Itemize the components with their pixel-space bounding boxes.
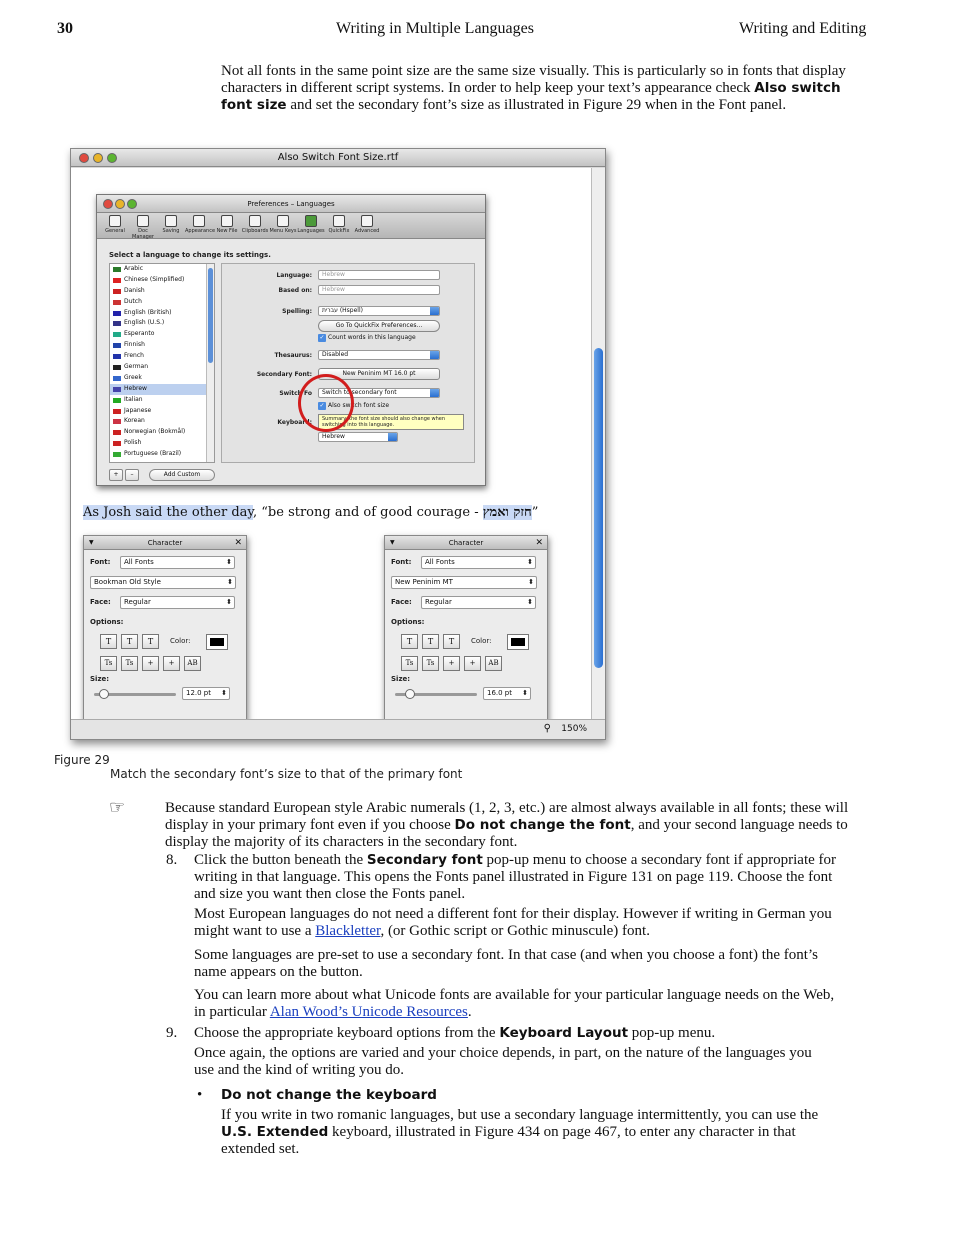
thesaurus-popup[interactable]: Disabled xyxy=(318,350,440,360)
color-well[interactable] xyxy=(507,634,529,650)
step-8-bold: Secondary font xyxy=(366,852,483,868)
face-field[interactable]: Regular ⬍ xyxy=(421,596,536,609)
secondary-font-label: Secondary Font: xyxy=(256,371,312,378)
list-item[interactable] xyxy=(110,351,214,362)
close-icon[interactable]: ✕ xyxy=(535,538,543,548)
language-name: Esperanto xyxy=(124,330,155,338)
toolbar-item-clipboards[interactable] xyxy=(241,213,269,239)
language-list-scroll-thumb[interactable] xyxy=(208,268,213,363)
toolbar-item-label: Appearance xyxy=(185,228,216,234)
collapse-triangle-icon[interactable]: ▼ xyxy=(89,539,94,546)
add-custom-button[interactable]: Add Custom xyxy=(149,469,215,481)
prefs-toolbar xyxy=(97,213,485,239)
list-item[interactable] xyxy=(110,329,214,340)
language-name: Finnish xyxy=(124,341,145,349)
character-panel xyxy=(83,535,247,727)
document-scrollbar[interactable] xyxy=(591,168,605,720)
document-area[interactable] xyxy=(71,168,592,720)
tooltip: Summary: the font size should also change when switching into this language. xyxy=(318,414,464,430)
based-on-label: Based on: xyxy=(278,287,312,294)
prefs-title: Preferences – Languages xyxy=(247,200,335,208)
select-language-label: Select a language to change its settings. xyxy=(109,251,271,259)
intro-text-2: and set the secondary font’s size as illustrated in Figure 29 when in the Font panel. xyxy=(286,97,787,113)
flag-icon xyxy=(113,332,121,337)
prefs-zoom-icon[interactable] xyxy=(127,199,137,209)
step-8-p2-text-2: , (or Gothic script or Gothic minuscule) font. xyxy=(380,923,650,939)
toolbar-item-advanced[interactable] xyxy=(353,213,381,239)
character-panel xyxy=(384,535,548,727)
flag-icon xyxy=(113,311,121,316)
toolbar-item-label: QuickFix xyxy=(328,228,350,234)
list-item[interactable] xyxy=(110,340,214,351)
style-button[interactable]: Ts xyxy=(401,656,418,671)
list-item[interactable] xyxy=(110,286,214,297)
window-title: Also Switch Font Size.rtf xyxy=(277,152,399,163)
flag-icon xyxy=(113,398,121,403)
style-button[interactable]: T xyxy=(443,634,460,649)
style-button[interactable]: + xyxy=(464,656,481,671)
toolbar-item-label: Saving xyxy=(162,228,180,234)
language-name: Hebrew xyxy=(124,384,147,392)
language-settings-box xyxy=(221,263,475,463)
color-label: Color: xyxy=(471,637,492,645)
list-item[interactable] xyxy=(110,416,214,427)
font-label: Font: xyxy=(391,558,412,566)
step-8-paragraph-3: Some languages are pre-set to use a secondary font. In that case (and when you choose a font) the font’s name appears on the button. xyxy=(194,947,818,980)
red-circle-annotation xyxy=(298,374,354,432)
note-paragraph xyxy=(165,800,855,851)
language-field[interactable]: Hebrew xyxy=(318,270,440,280)
language-name: French xyxy=(124,352,144,360)
also-switch-font-size-checkbox[interactable]: ✓ Also switch font size xyxy=(318,402,389,410)
character-panel-title: Character xyxy=(147,539,183,547)
toolbar-item-appearance[interactable] xyxy=(185,213,216,239)
flag-icon xyxy=(113,419,121,424)
language-name: Polish xyxy=(124,439,142,447)
sample-text-line xyxy=(83,502,565,524)
language-name: Arabic xyxy=(124,265,144,272)
list-item[interactable] xyxy=(110,308,214,319)
window-titlebar xyxy=(71,149,605,167)
toolbar-saving-icon xyxy=(165,215,177,227)
list-item[interactable] xyxy=(110,395,214,406)
style-button[interactable]: + xyxy=(163,656,180,671)
sample-highlight: As Josh said the other day xyxy=(83,505,254,520)
list-item[interactable] xyxy=(110,264,214,275)
zoom-icon[interactable] xyxy=(107,153,117,163)
toolbar-clipboards-icon xyxy=(249,215,261,227)
toolbar-item-label: New File xyxy=(216,228,238,234)
zoom-level[interactable]: 150% xyxy=(561,724,587,734)
flag-icon xyxy=(113,409,121,414)
language-name: Danish xyxy=(124,286,145,294)
toolbar-languages-icon xyxy=(305,215,317,227)
style-button[interactable]: T xyxy=(401,634,418,649)
prefs-titlebar xyxy=(97,195,485,213)
bullet-text-2: keyboard, illustrated in Figure 434 on page 467, to enter any character in that extended set. xyxy=(221,1124,796,1157)
options-label: Options: xyxy=(391,618,425,626)
document-scroll-thumb[interactable] xyxy=(594,348,603,668)
style-button[interactable]: Ts xyxy=(422,656,439,671)
count-words-checkbox[interactable]: ✓ Count words in this language xyxy=(318,334,416,342)
language-list-scrollbar[interactable] xyxy=(206,264,214,462)
style-button[interactable]: T xyxy=(422,634,439,649)
language-name: Korean xyxy=(124,417,145,425)
style-button[interactable]: Ts xyxy=(100,656,117,671)
page-number: 30 xyxy=(57,20,73,37)
list-item[interactable] xyxy=(110,449,214,460)
style-button[interactable]: AB xyxy=(485,656,502,671)
color-label: Color: xyxy=(170,637,191,645)
face-label: Face: xyxy=(90,598,111,606)
font-label: Font: xyxy=(90,558,111,566)
list-item[interactable] xyxy=(110,297,214,308)
step-8-number: 8. xyxy=(166,852,178,868)
note-text-2: , and your second language needs to display the majority of its characters in the secondary font. xyxy=(165,817,848,850)
thesaurus-label: Thesaurus: xyxy=(274,352,312,359)
toolbar-item-saving[interactable] xyxy=(157,213,185,239)
color-well[interactable] xyxy=(206,634,228,650)
flag-icon xyxy=(113,354,121,359)
style-button[interactable]: + xyxy=(443,656,460,671)
toolbar-general-icon xyxy=(109,215,121,227)
toolbar-doc-manager-icon xyxy=(137,215,149,227)
list-item[interactable] xyxy=(110,373,214,384)
figure-screenshot xyxy=(70,148,606,740)
sample-hebrew: חזק ואמץ xyxy=(482,505,532,520)
toolbar-item-label: General xyxy=(105,228,125,234)
toolbar-quickfix-icon xyxy=(333,215,345,227)
flag-icon xyxy=(113,278,121,283)
keyboard-label: Keyboard: xyxy=(277,419,312,426)
spelling-label: Spelling: xyxy=(282,308,312,315)
note-bold: Do not change the font xyxy=(454,817,631,833)
language-label: Language: xyxy=(276,272,312,279)
flag-icon xyxy=(113,376,121,381)
character-panel-titlebar xyxy=(385,536,547,550)
flag-icon xyxy=(113,267,121,272)
step-9-number: 9. xyxy=(166,1025,178,1041)
chapter-title: Writing in Multiple Languages xyxy=(336,20,534,37)
style-button[interactable]: + xyxy=(142,656,159,671)
font-collection-popup[interactable]: All Fonts ⬍ xyxy=(120,556,235,569)
figure-label: Figure 29 xyxy=(54,753,110,767)
sample-end: ” xyxy=(531,505,539,520)
step-9-text-1: Choose the appropriate keyboard options from the xyxy=(194,1025,500,1041)
step-8-text-2: pop-up menu to choose a secondary font if appropriate for writing in that language. This opens the Fonts panel illustrated in Figure 131 on page 119. Choose the font and size you want then close the Fonts panel. xyxy=(194,852,837,902)
step-9-bold: Keyboard Layout xyxy=(499,1025,629,1041)
toolbar-item-general[interactable] xyxy=(101,213,129,239)
list-item[interactable] xyxy=(110,318,214,329)
switch-font-popup[interactable]: Switch to secondary font xyxy=(318,388,440,398)
toolbar-item-languages[interactable] xyxy=(297,213,325,239)
toolbar-item-label: Clipboards xyxy=(241,228,269,234)
flag-icon xyxy=(113,452,121,457)
toolbar-item-label: Languages xyxy=(297,228,325,234)
flag-icon xyxy=(113,321,121,326)
bullet-bold: U.S. Extended xyxy=(221,1124,329,1140)
toolbar-appearance-icon xyxy=(193,215,205,227)
language-name: Japanese xyxy=(124,406,152,414)
intro-paragraph xyxy=(221,63,861,114)
step-9-text xyxy=(194,1025,844,1042)
flag-icon xyxy=(113,300,121,305)
flag-icon xyxy=(113,430,121,435)
step-8-paragraph-2 xyxy=(194,906,844,940)
language-name: German xyxy=(124,363,149,371)
toolbar-item-menu-keys[interactable] xyxy=(269,213,297,239)
magnifier-icon[interactable]: ⚲ xyxy=(543,723,551,734)
note-text-1: Because standard European style Arabic numerals (1, 2, 3, etc.) are almost always available in all fonts; these will display in your primary font even if you choose xyxy=(165,800,849,833)
toolbar-item-label: Menu Keys xyxy=(269,228,297,234)
toolbar-menu-keys-icon xyxy=(277,215,289,227)
language-name: Dutch xyxy=(124,297,142,305)
size-slider-knob[interactable] xyxy=(99,689,109,699)
step-8-p4-text-1: You can learn more about what Unicode fonts are available for your particular language needs on the Web, in particular xyxy=(194,987,835,1020)
character-panel-title: Character xyxy=(448,539,484,547)
list-item[interactable] xyxy=(110,406,214,417)
language-name: Norwegian (Bokmål) xyxy=(124,428,186,436)
step-9-text-2: pop-up menu. xyxy=(628,1025,716,1041)
close-icon[interactable] xyxy=(79,153,89,163)
font-family-field[interactable]: New Peninim MT ⬍ xyxy=(391,576,537,589)
keyboard-popup[interactable]: Hebrew xyxy=(318,432,398,442)
language-name: Chinese (Simplified) xyxy=(124,275,185,283)
minimize-icon[interactable] xyxy=(93,153,103,163)
language-name: Italian xyxy=(124,395,143,403)
toolbar-item-new-file[interactable] xyxy=(213,213,241,239)
font-family-field[interactable]: Bookman Old Style ⬍ xyxy=(90,576,236,589)
toolbar-new-file-icon xyxy=(221,215,233,227)
toolbar-advanced-icon xyxy=(361,215,373,227)
remove-language-button[interactable]: – xyxy=(125,469,139,481)
prefs-close-icon[interactable] xyxy=(103,199,113,209)
bullet-paragraph xyxy=(221,1107,846,1158)
toolbar-item-doc-manager[interactable] xyxy=(129,213,157,239)
step-9-paragraph-2: Once again, the options are varied and your choice depends, in part, on the nature of the languages you use and the kind of writing you do. xyxy=(194,1045,812,1078)
face-field[interactable]: Regular ⬍ xyxy=(120,596,235,609)
toolbar-item-label: Doc Manager xyxy=(132,228,154,240)
figure-caption: Match the secondary font’s size to that of the primary font xyxy=(110,767,463,781)
based-on-popup[interactable]: Hebrew xyxy=(318,285,440,295)
add-language-button[interactable]: + xyxy=(109,469,123,481)
quickfix-prefs-button[interactable]: Go To QuickFix Preferences... xyxy=(318,320,440,332)
size-slider-knob[interactable] xyxy=(405,689,415,699)
language-name: English (British) xyxy=(124,308,172,316)
flag-icon xyxy=(113,365,121,370)
sample-rest: , “be strong and of good courage - xyxy=(253,505,483,520)
character-panel-titlebar xyxy=(84,536,246,550)
size-field[interactable]: 12.0 pt ⬍ xyxy=(182,687,230,700)
style-button[interactable]: T xyxy=(142,634,159,649)
flag-icon xyxy=(113,289,121,294)
language-name: Portuguese (Brazil) xyxy=(124,450,182,458)
flag-icon xyxy=(113,343,121,348)
language-name: Greek xyxy=(124,373,142,381)
spelling-popup[interactable]: עברית (Hspell) xyxy=(318,306,440,316)
bullet-text-1: If you write in two romanic languages, but use a secondary language intermittently, you can use the xyxy=(221,1107,819,1123)
status-bar xyxy=(71,719,605,739)
list-item[interactable] xyxy=(110,384,214,395)
pointing-hand-icon: ☞ xyxy=(109,797,126,818)
options-label: Options: xyxy=(90,618,124,626)
style-button[interactable]: AB xyxy=(184,656,201,671)
intro-text-1: Not all fonts in the same point size are the same size visually. This is particularly so in fonts that display characters in different script systems. In order to help keep your text’s appearance check xyxy=(221,63,846,96)
blackletter-link[interactable]: Blackletter xyxy=(315,923,381,939)
size-field[interactable]: 16.0 pt ⬍ xyxy=(483,687,531,700)
preferences-window xyxy=(96,194,486,486)
step-8-text-1: Click the button beneath the xyxy=(194,852,367,868)
style-button[interactable]: T xyxy=(100,634,117,649)
switch-font-label: Switch Fo xyxy=(279,390,312,397)
language-name: English (U.S.) xyxy=(124,319,165,327)
list-item[interactable] xyxy=(110,427,214,438)
unicode-resources-link[interactable]: Alan Wood’s Unicode Resources xyxy=(269,1004,468,1020)
font-collection-popup[interactable]: All Fonts ⬍ xyxy=(421,556,536,569)
step-8-p4-text-2: . xyxy=(467,1004,472,1020)
intro-bold: Also switch font size xyxy=(221,80,841,113)
step-8-p2-text-1: Most European languages do not need a different font for their display. However if writing in German you might want to use a xyxy=(194,906,832,939)
toolbar-item-label: Advanced xyxy=(354,228,380,234)
face-label: Face: xyxy=(391,598,412,606)
section-title: Writing and Editing xyxy=(739,20,867,37)
step-8-text xyxy=(194,852,844,903)
flag-icon xyxy=(113,387,121,392)
prefs-minimize-icon[interactable] xyxy=(115,199,125,209)
flag-icon xyxy=(113,441,121,446)
size-label: Size: xyxy=(391,675,411,683)
style-button[interactable]: T xyxy=(121,634,138,649)
collapse-triangle-icon[interactable]: ▼ xyxy=(390,539,395,546)
list-item[interactable] xyxy=(110,362,214,373)
secondary-font-button[interactable]: New Peninim MT 16.0 pt xyxy=(318,368,440,380)
style-button[interactable]: Ts xyxy=(121,656,138,671)
step-8-paragraph-4 xyxy=(194,987,849,1021)
bullet-title: Do not change the keyboard xyxy=(221,1087,437,1103)
toolbar-item-quickfix[interactable] xyxy=(325,213,353,239)
list-item[interactable] xyxy=(110,438,214,449)
list-item[interactable] xyxy=(110,275,214,286)
size-label: Size: xyxy=(90,675,110,683)
bullet-marker: • xyxy=(197,1087,203,1103)
close-icon[interactable]: ✕ xyxy=(234,538,242,548)
language-list[interactable] xyxy=(109,263,215,463)
